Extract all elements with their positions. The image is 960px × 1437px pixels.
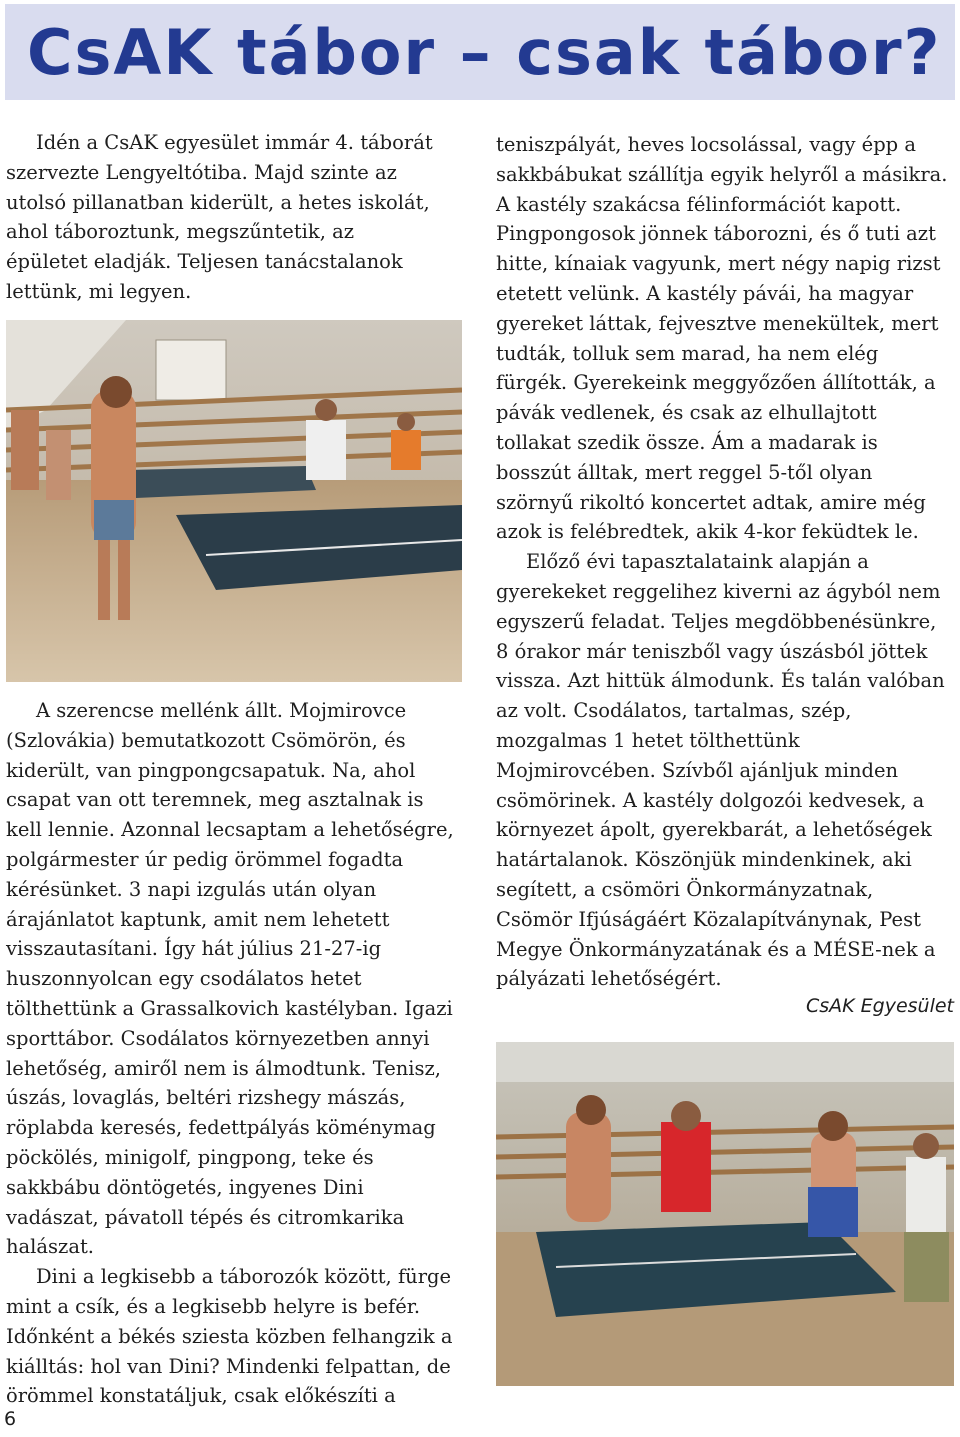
title-banner (5, 4, 955, 100)
page-title: CsAK tábor – csak tábor? (27, 16, 942, 89)
signature: CsAK Egyesület (805, 995, 954, 1017)
paragraph: Előző évi tapasztalataink alapján a gyerekeket reggelihez kiverni az ágyból nem egyszerű feladat. Teljes megdöbbenésünkre, 8 órakor már teniszből vagy úszásból jöttek vissza. Azt hittük álmodunk. És talán valóban az volt. Csodálatos, tartalmas, szép, mozgalmas 1 hetet tölthettünk Mojmirovcében. Szívből ajánljuk minden csömörinek. A kastély dolgozói kedvesek, a környezet ápolt, gyerekbarát, a lehetőségek határtalanok. Köszönjük mindenkinek, aki segített, a csömöri Önkormányzatnak, Csömör Ifjúságáért Közalapítványnak, Pest Megye Önkormányzatának és a MÉSE-nek a pályázati lehetőségért. (496, 550, 945, 991)
paragraph: A szerencse mellénk állt. Mojmirovce (Szlovákia) bemutatkozott Csömörön, és kiderült, van pingpongcsapatuk. Na, ahol csapat van ott teremnek, meg asztalnak is kell lennie. Azonnal lecsaptam a lehetőségre, polgármester úr pedig örömmel fogadta kérésünket. 3 napi izgulás után olyan árajánlatot kaptunk, amit nem lehetett visszautasítani. Így hát július 21-27-ig huszonnyolcan egy csodálatos hetet tölthettünk a Grassalkovich kastélyban. Igazi sporttábor. Csodálatos környezetben annyi lehetőség, amiről nem is álmodtunk. Tenisz, úszás, lovaglás, beltéri rizshegy mászás, röplabda keresés, fedettpályás köménymag pöckölés, minigolf, pingpong, teke és sakkbábu döntögetés, ingyenes Dini vadászat, pávatoll tépés és citromkarika halászat. (6, 699, 454, 1259)
article-column-right (496, 130, 951, 994)
photo-players-at-table (496, 1042, 954, 1386)
article-column-left-bottom (6, 696, 458, 1411)
photo-table-tennis-hall (6, 320, 462, 682)
page-number: 6 (4, 1408, 17, 1430)
article-column-left-top (6, 128, 436, 307)
paragraph: Dini a legkisebb a táborozók között, fürge mint a csík, és a legkisebb helyre is befér. Időnként a békés sziesta közben felhangzik a kiálltás: hol van Dini? Mindenki felpattan, de örömmel konstatáljuk, csak előkészíti a (6, 1265, 453, 1408)
paragraph: Idén a CsAK egyesület immár 4. táborát szervezte Lengyeltótiba. Majd szinte az utolsó pillanatban kiderült, a hetes iskolát, ahol táboroztunk, megszűntetik, az épületet eladják. Teljesen tanácstalanok lettünk, mi legyen. (6, 131, 433, 303)
paragraph: teniszpályát, heves locsolással, vagy épp a sakkbábukat szállítja egyik helyről a másikra. A kastély szakácsa félinformációt kapott. Pingpongosok jönnek táborozni, és ő tuti azt hitte, kínaiak vagyunk, mert négy napig rizst etetett velünk. A kastély pávái, ha magyar gyereket láttak, fejvesztve menekültek, mert tudták, tolluk sem marad, ha nem elég fürgék. Gyerekeink meggyőzően állították, a pávák vedlenek, és csak az elhullajtott tollakat szedik össze. Ám a madarak is bosszút álltak, mert reggel 5-től olyan szörnyű rikoltó koncertet adtak, amire még azok is felébredtek, akik 4-kor feküdtek le. (496, 133, 948, 544)
